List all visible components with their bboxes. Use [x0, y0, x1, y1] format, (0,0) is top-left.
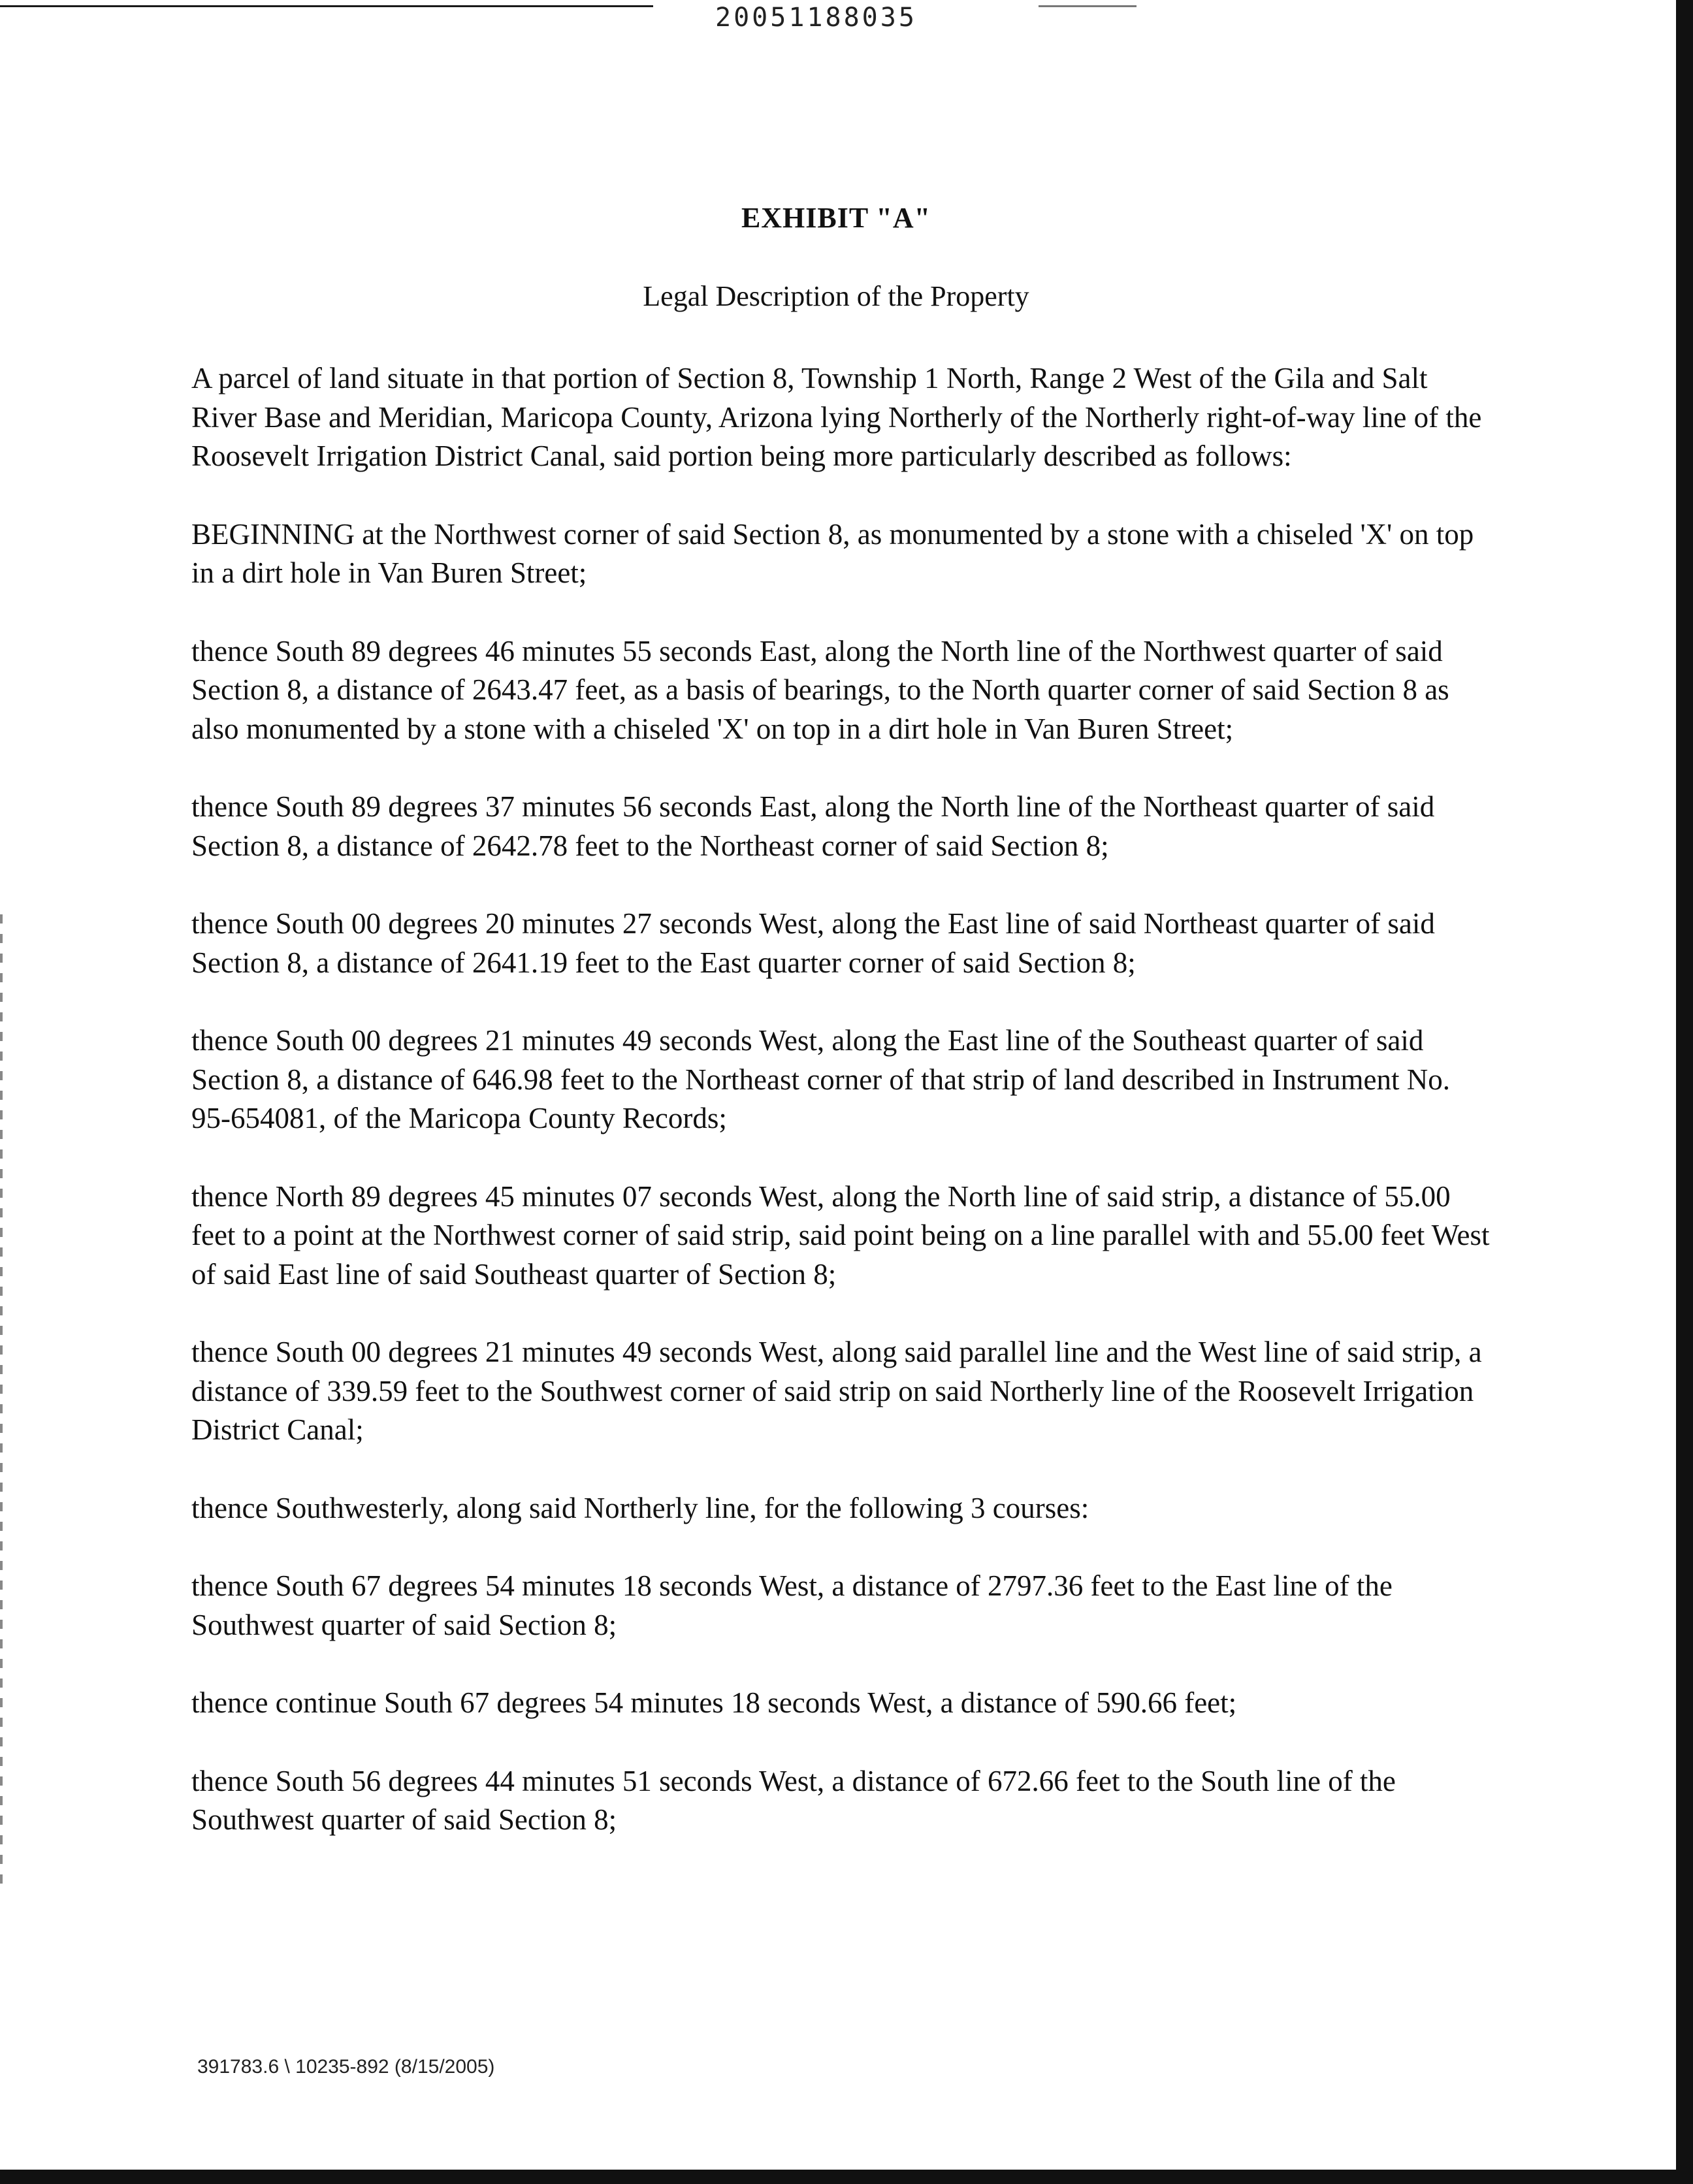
paragraph-course-1: thence South 89 degrees 46 minutes 55 seconds East, along the North line of the Northwest quarter of said Section 8, a distance of 2643.47 feet, as a basis of bearings, to the North quarter corner of said Section 8 as also monumented by a stone with a chiseled 'X' on top in a dirt hole in Van Buren Street;	[191, 634, 1449, 745]
recording-number: 20051188035	[715, 3, 917, 33]
scan-left-dash-marks	[0, 914, 3, 1894]
paragraph-intro: A parcel of land situate in that portion of Section 8, Township 1 North, Range 2 West of the Gila and Salt River Base and Meridian, Maricopa County, Arizona lying Northerly of the Northerly right-of-way line of the Roosevelt Irrigation District Canal, said portion being more particularly described as follows:	[191, 362, 1482, 472]
page-title: EXHIBIT "A"	[741, 202, 931, 234]
paragraph-southwesterly: thence Southwesterly, along said Northerly line, for the following 3 courses:	[191, 1491, 1089, 1524]
paragraph-course-5: thence North 89 degrees 45 minutes 07 seconds West, along the North line of said strip, a distance of 55.00 feet to a point at the Northwest corner of said strip, said point being on a line parallel with and 55.00 feet West of said East line of said Southeast quarter of Section 8;	[191, 1180, 1490, 1291]
footer-reference: 391783.6 \ 10235-892 (8/15/2005)	[197, 2056, 495, 2078]
paragraph-course-9: thence South 56 degrees 44 minutes 51 seconds West, a distance of 672.66 feet to the South line of the Southwest quarter of said Section 8;	[191, 1764, 1396, 1836]
paragraph-course-3: thence South 00 degrees 20 minutes 27 seconds West, along the East line of said Northeast quarter of said Section 8, a distance of 2641.19 feet to the East quarter corner of said Section 8;	[191, 907, 1435, 979]
paragraph-course-2: thence South 89 degrees 37 minutes 56 seconds East, along the North line of the Northeast quarter of said Section 8, a distance of 2642.78 feet to the Northeast corner of said Section 8;	[191, 790, 1435, 862]
scan-top-rule	[0, 5, 653, 7]
paragraph-course-4: thence South 00 degrees 21 minutes 49 seconds West, along the East line of the Southeast quarter of said Section 8, a distance of 646.98 feet to the Northeast corner of that strip of land described in Instrument No. 95-654081, of the Maricopa County Records;	[191, 1024, 1450, 1134]
scan-bottom-edge	[0, 2170, 1693, 2184]
paragraph-course-6: thence South 00 degrees 21 minutes 49 seconds West, along said parallel line and the West line of said strip, a distance of 339.59 feet to the Southwest corner of said strip on said Northerly line of the Roosevelt Irrigation District Canal;	[191, 1336, 1482, 1446]
paragraph-beginning: BEGINNING at the Northwest corner of said Section 8, as monumented by a stone with a chiseled 'X' on top in a dirt hole in Van Buren Street;	[191, 517, 1474, 589]
page-subtitle: Legal Description of the Property	[643, 280, 1029, 312]
legal-description-body	[191, 359, 1491, 1879]
scan-right-edge	[1676, 0, 1693, 2184]
scan-top-rule-fragment	[1039, 5, 1137, 7]
paragraph-course-8: thence continue South 67 degrees 54 minutes 18 seconds West, a distance of 590.66 feet;	[191, 1686, 1237, 1719]
paragraph-course-7: thence South 67 degrees 54 minutes 18 seconds West, a distance of 2797.36 feet to the East line of the Southwest quarter of said Section 8;	[191, 1569, 1393, 1641]
